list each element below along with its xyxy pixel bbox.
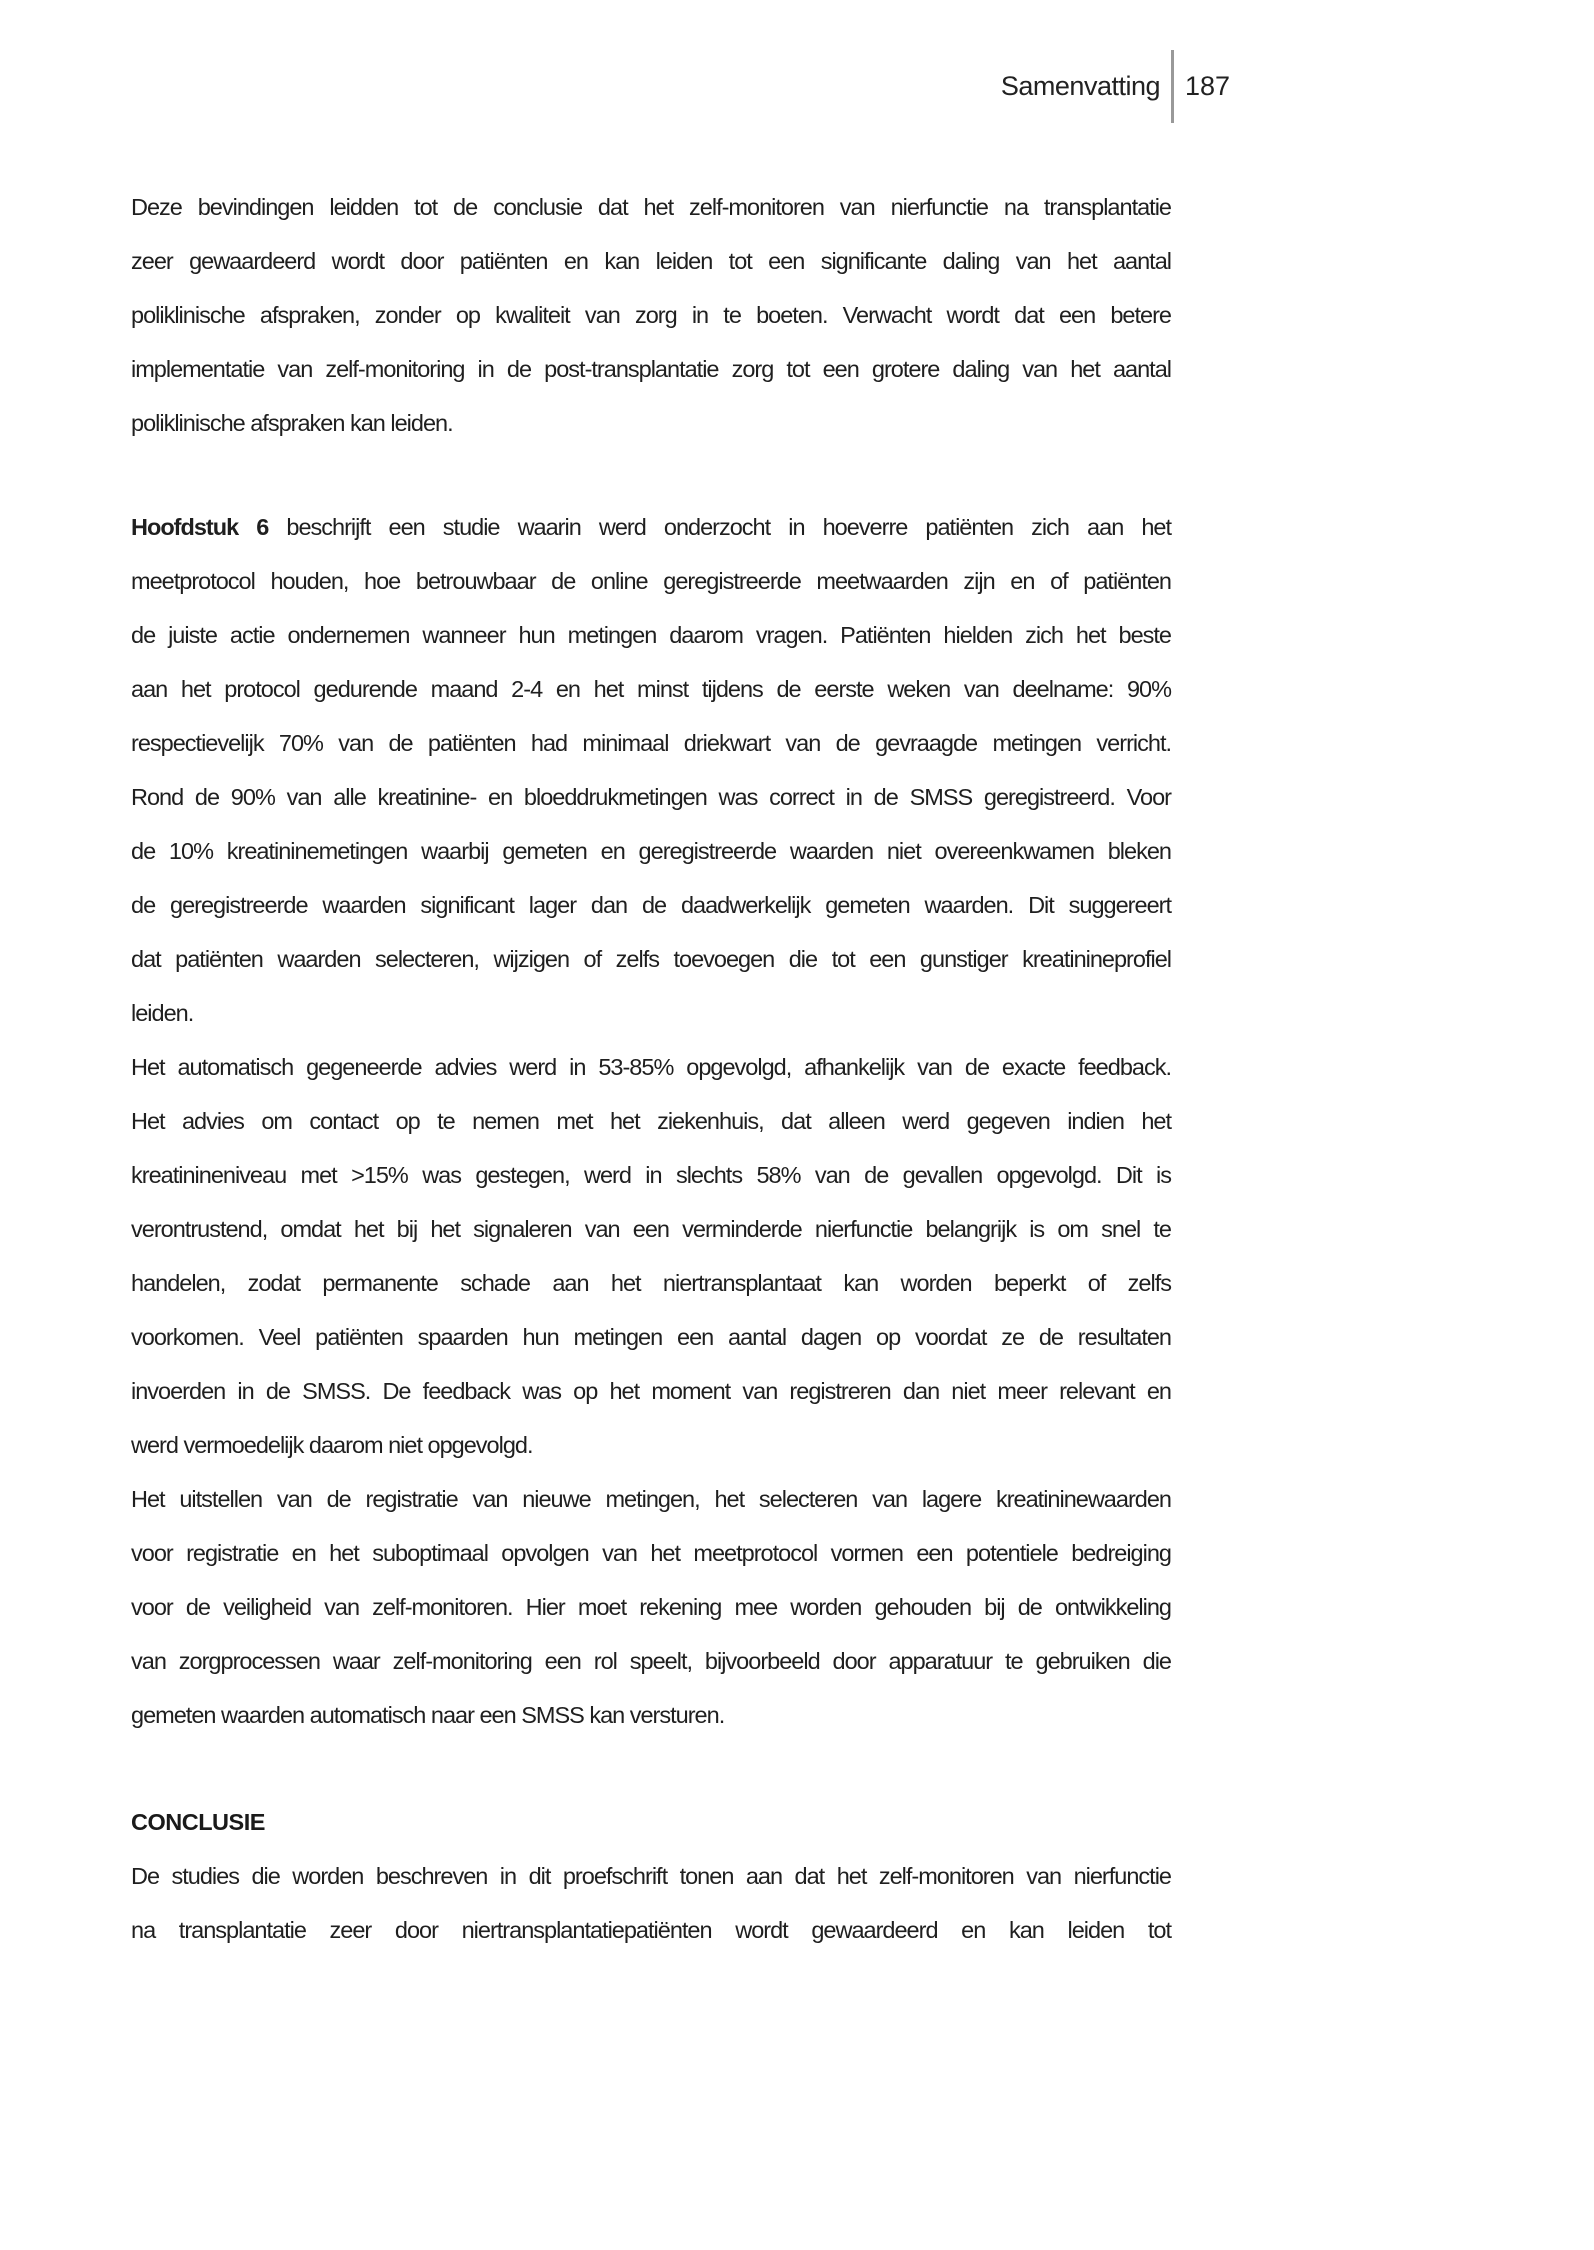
paragraph: [131, 180, 1171, 450]
paragraph: [131, 1849, 1171, 1957]
text-line: de juiste actie ondernemen wanneer hun metingen daarom vragen. Patiënten hielden zich het beste: [131, 622, 1171, 648]
paragraph: [131, 1472, 1171, 1742]
page-number: 187: [1185, 71, 1231, 101]
text-line: leiden.: [131, 1000, 194, 1026]
text-line: implementatie van zelf-monitoring in de post-transplantatie zorg tot een grotere daling van het aantal: [131, 356, 1171, 382]
text-line: Het advies om contact op te nemen met het ziekenhuis, dat alleen werd gegeven indien het: [131, 1108, 1171, 1134]
text-line: [131, 500, 1171, 554]
text-line: Rond de 90% van alle kreatinine- en bloeddrukmetingen was correct in de SMSS geregistreerd. Voor: [131, 784, 1171, 810]
text-line: voor registratie en het suboptimaal opvolgen van het meetprotocol vormen een potentiele bedreiging: [131, 1540, 1171, 1566]
text-line: voor de veiligheid van zelf-monitoren. Hier moet rekening mee worden gehouden bij de ontwikkeling: [131, 1594, 1171, 1620]
text-line: respectievelijk 70% van de patiënten had minimaal driekwart van de gevraagde metingen verricht.: [131, 730, 1171, 756]
section-title: Samenvatting: [1000, 71, 1160, 101]
text-line: handelen, zodat permanente schade aan het niertransplantaat kan worden beperkt of zelfs: [131, 1270, 1171, 1296]
text-line: De studies die worden beschreven in dit proefschrift tonen aan dat het zelf-monitoren van nierfunctie: [131, 1863, 1171, 1889]
text-line: invoerden in de SMSS. De feedback was op het moment van registreren dan niet meer relevant en: [131, 1378, 1171, 1404]
text-line: dat patiënten waarden selecteren, wijzigen of zelfs toevoegen die tot een gunstiger kreatinineprofiel: [131, 946, 1171, 972]
text-line: Het uitstellen van de registratie van nieuwe metingen, het selecteren van lagere kreatininewaarden: [131, 1486, 1171, 1512]
text-line: Deze bevindingen leidden tot de conclusie dat het zelf-monitoren van nierfunctie na transplantatie: [131, 194, 1171, 220]
page-body-text: [131, 180, 1171, 1957]
text-line: voorkomen. Veel patiënten spaarden hun metingen een aantal dagen op voordat ze de resultaten: [131, 1324, 1171, 1350]
conclusion-heading: CONCLUSIE: [131, 1809, 265, 1835]
text-line: verontrustend, omdat het bij het signaleren van een verminderde nierfunctie belangrijk is om snel te: [131, 1216, 1171, 1242]
text-line: aan het protocol gedurende maand 2-4 en het minst tijdens de eerste weken van deelname: 90%: [131, 676, 1171, 702]
paragraph: [131, 500, 1171, 1040]
text-line: poliklinische afspraken, zonder op kwaliteit van zorg in te boeten. Verwacht wordt dat een betere: [131, 302, 1171, 328]
header-divider: [1171, 50, 1174, 123]
chapter-lead: Hoofdstuk 6: [131, 514, 269, 540]
text-line: gemeten waarden automatisch naar een SMSS kan versturen.: [131, 1702, 725, 1728]
text-line: de geregistreerde waarden significant lager dan de daadwerkelijk gemeten waarden. Dit suggereert: [131, 892, 1171, 918]
paragraph: [131, 1040, 1171, 1472]
text-line: de 10% kreatininemetingen waarbij gemeten en geregistreerde waarden niet overeenkwamen bleken: [131, 838, 1171, 864]
text-line: meetprotocol houden, hoe betrouwbaar de online geregistreerde meetwaarden zijn en of patiënten: [131, 568, 1171, 594]
text-line: werd vermoedelijk daarom niet opgevolgd.: [131, 1432, 533, 1458]
text-line-rest: beschrijft een studie waarin werd onderzocht in hoeverre patiënten zich aan het: [268, 514, 1172, 540]
text-line: Het automatisch gegeneerde advies werd in 53-85% opgevolgd, afhankelijk van de exacte feedback.: [131, 1054, 1171, 1080]
text-line: zeer gewaardeerd wordt door patiënten en kan leiden tot een significante daling van het aantal: [131, 248, 1171, 274]
text-line: poliklinische afspraken kan leiden.: [131, 410, 453, 436]
text-line: na transplantatie zeer door niertransplantatiepatiënten wordt gewaardeerd en kan leiden tot: [131, 1917, 1171, 1943]
running-header: [131, 50, 1231, 123]
text-line: van zorgprocessen waar zelf-monitoring een rol speelt, bijvoorbeeld door apparatuur te gebruiken die: [131, 1648, 1171, 1674]
text-line: kreatinineniveau met >15% was gestegen, werd in slechts 58% van de gevallen opgevolgd. Dit is: [131, 1162, 1171, 1188]
